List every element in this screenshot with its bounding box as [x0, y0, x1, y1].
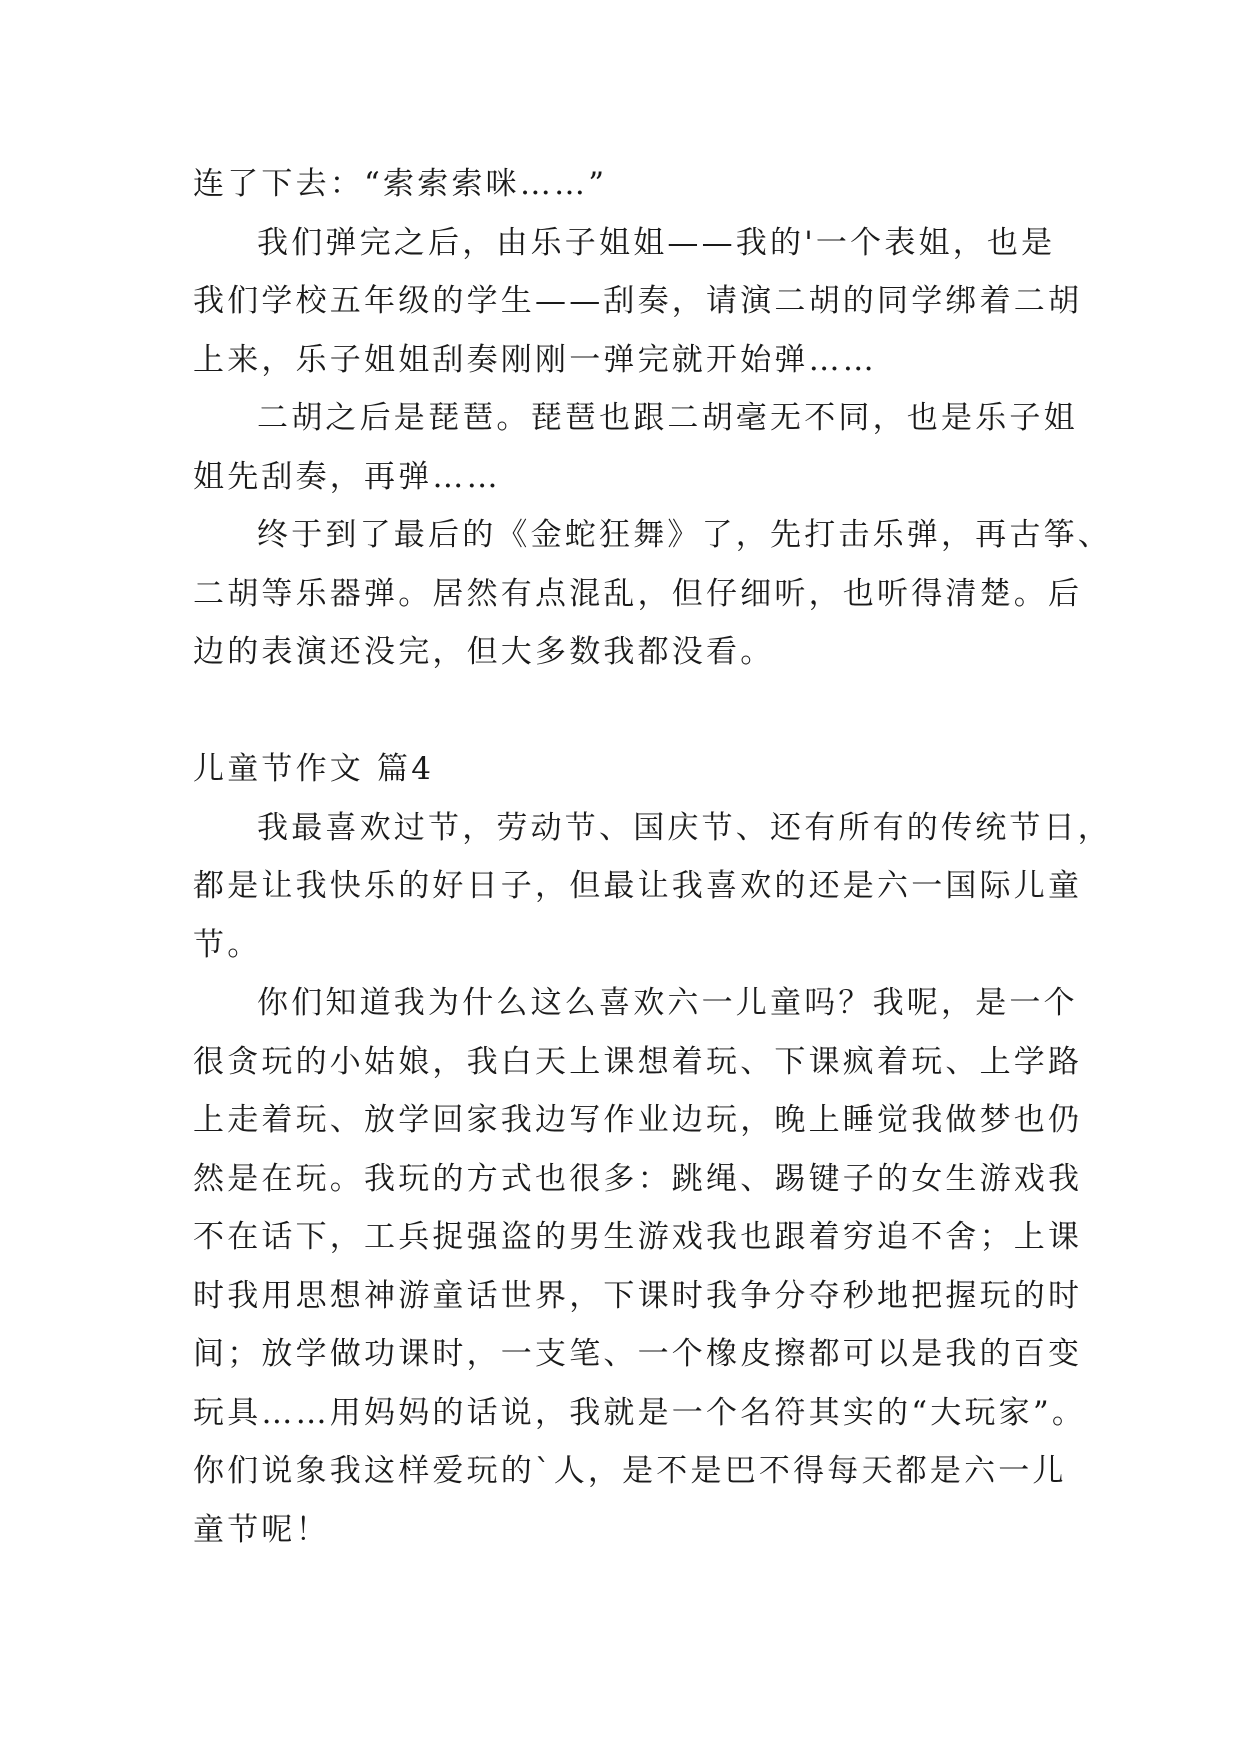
text-line: 都是让我快乐的好日子，但最让我喜欢的还是六一国际儿童 [193, 868, 1083, 904]
document-body [193, 155, 1112, 1559]
text-line: 我们学校五年级的学生——刮奏，请演二胡的同学绑着二胡 [193, 283, 1083, 319]
text-line: 很贪玩的小姑娘，我白天上课想着玩、下课疯着玩、上学路 [193, 1043, 1083, 1080]
text-line: 我最喜欢过节，劳动节、国庆节、还有所有的传统节日， [257, 809, 1112, 846]
text-line: 我们弹完之后，由乐子姐姐——我的'一个表姐，也是 [257, 224, 1056, 261]
text-line: 边的表演还没完，但大多数我都没看。 [193, 634, 775, 670]
section-heading: 儿童节作文 篇4 [193, 751, 435, 787]
text-line: 玩具……用妈妈的话说，我就是一个名符其实的“大玩家”。 [193, 1394, 1087, 1431]
text-line: 连了下去：“索索索咪……” [193, 166, 608, 202]
text-line: 节。 [193, 926, 262, 963]
text-line: 然是在玩。我玩的方式也很多：跳绳、踢键子的女生游戏我 [193, 1160, 1083, 1197]
text-line: 终于到了最后的《金蛇狂舞》了，先打击乐弹，再古筝、 [257, 517, 1112, 553]
text-line: 上走着玩、放学回家我边写作业边玩，晚上睡觉我做梦也仍 [193, 1102, 1083, 1138]
text-line: 你们知道我为什么这么喜欢六一儿童吗？我呢，是一个 [257, 985, 1078, 1021]
text-line: 姐先刮奏，再弹…… [193, 458, 501, 495]
text-line: 童节呢！ [193, 1511, 330, 1548]
text-line: 上来，乐子姐姐刮奏刚刚一弹完就开始弹…… [193, 341, 877, 378]
text-line: 你们说象我这样爱玩的`人，是不是巴不得每天都是六一儿 [193, 1453, 1067, 1489]
text-line: 不在话下，工兵捉强盗的男生游戏我也跟着穷追不舍；上课 [193, 1219, 1083, 1255]
text-line: 二胡之后是琵琶。琵琶也跟二胡毫无不同，也是乐子姐 [257, 400, 1078, 436]
text-line: 时我用思想神游童话世界，下课时我争分夺秒地把握玩的时 [193, 1277, 1083, 1314]
blank-line [193, 682, 1068, 741]
text-line: 二胡等乐器弹。居然有点混乱，但仔细听，也听得清楚。后 [193, 575, 1083, 612]
text-line: 间；放学做功课时，一支笔、一个橡皮擦都可以是我的百变 [193, 1336, 1083, 1372]
